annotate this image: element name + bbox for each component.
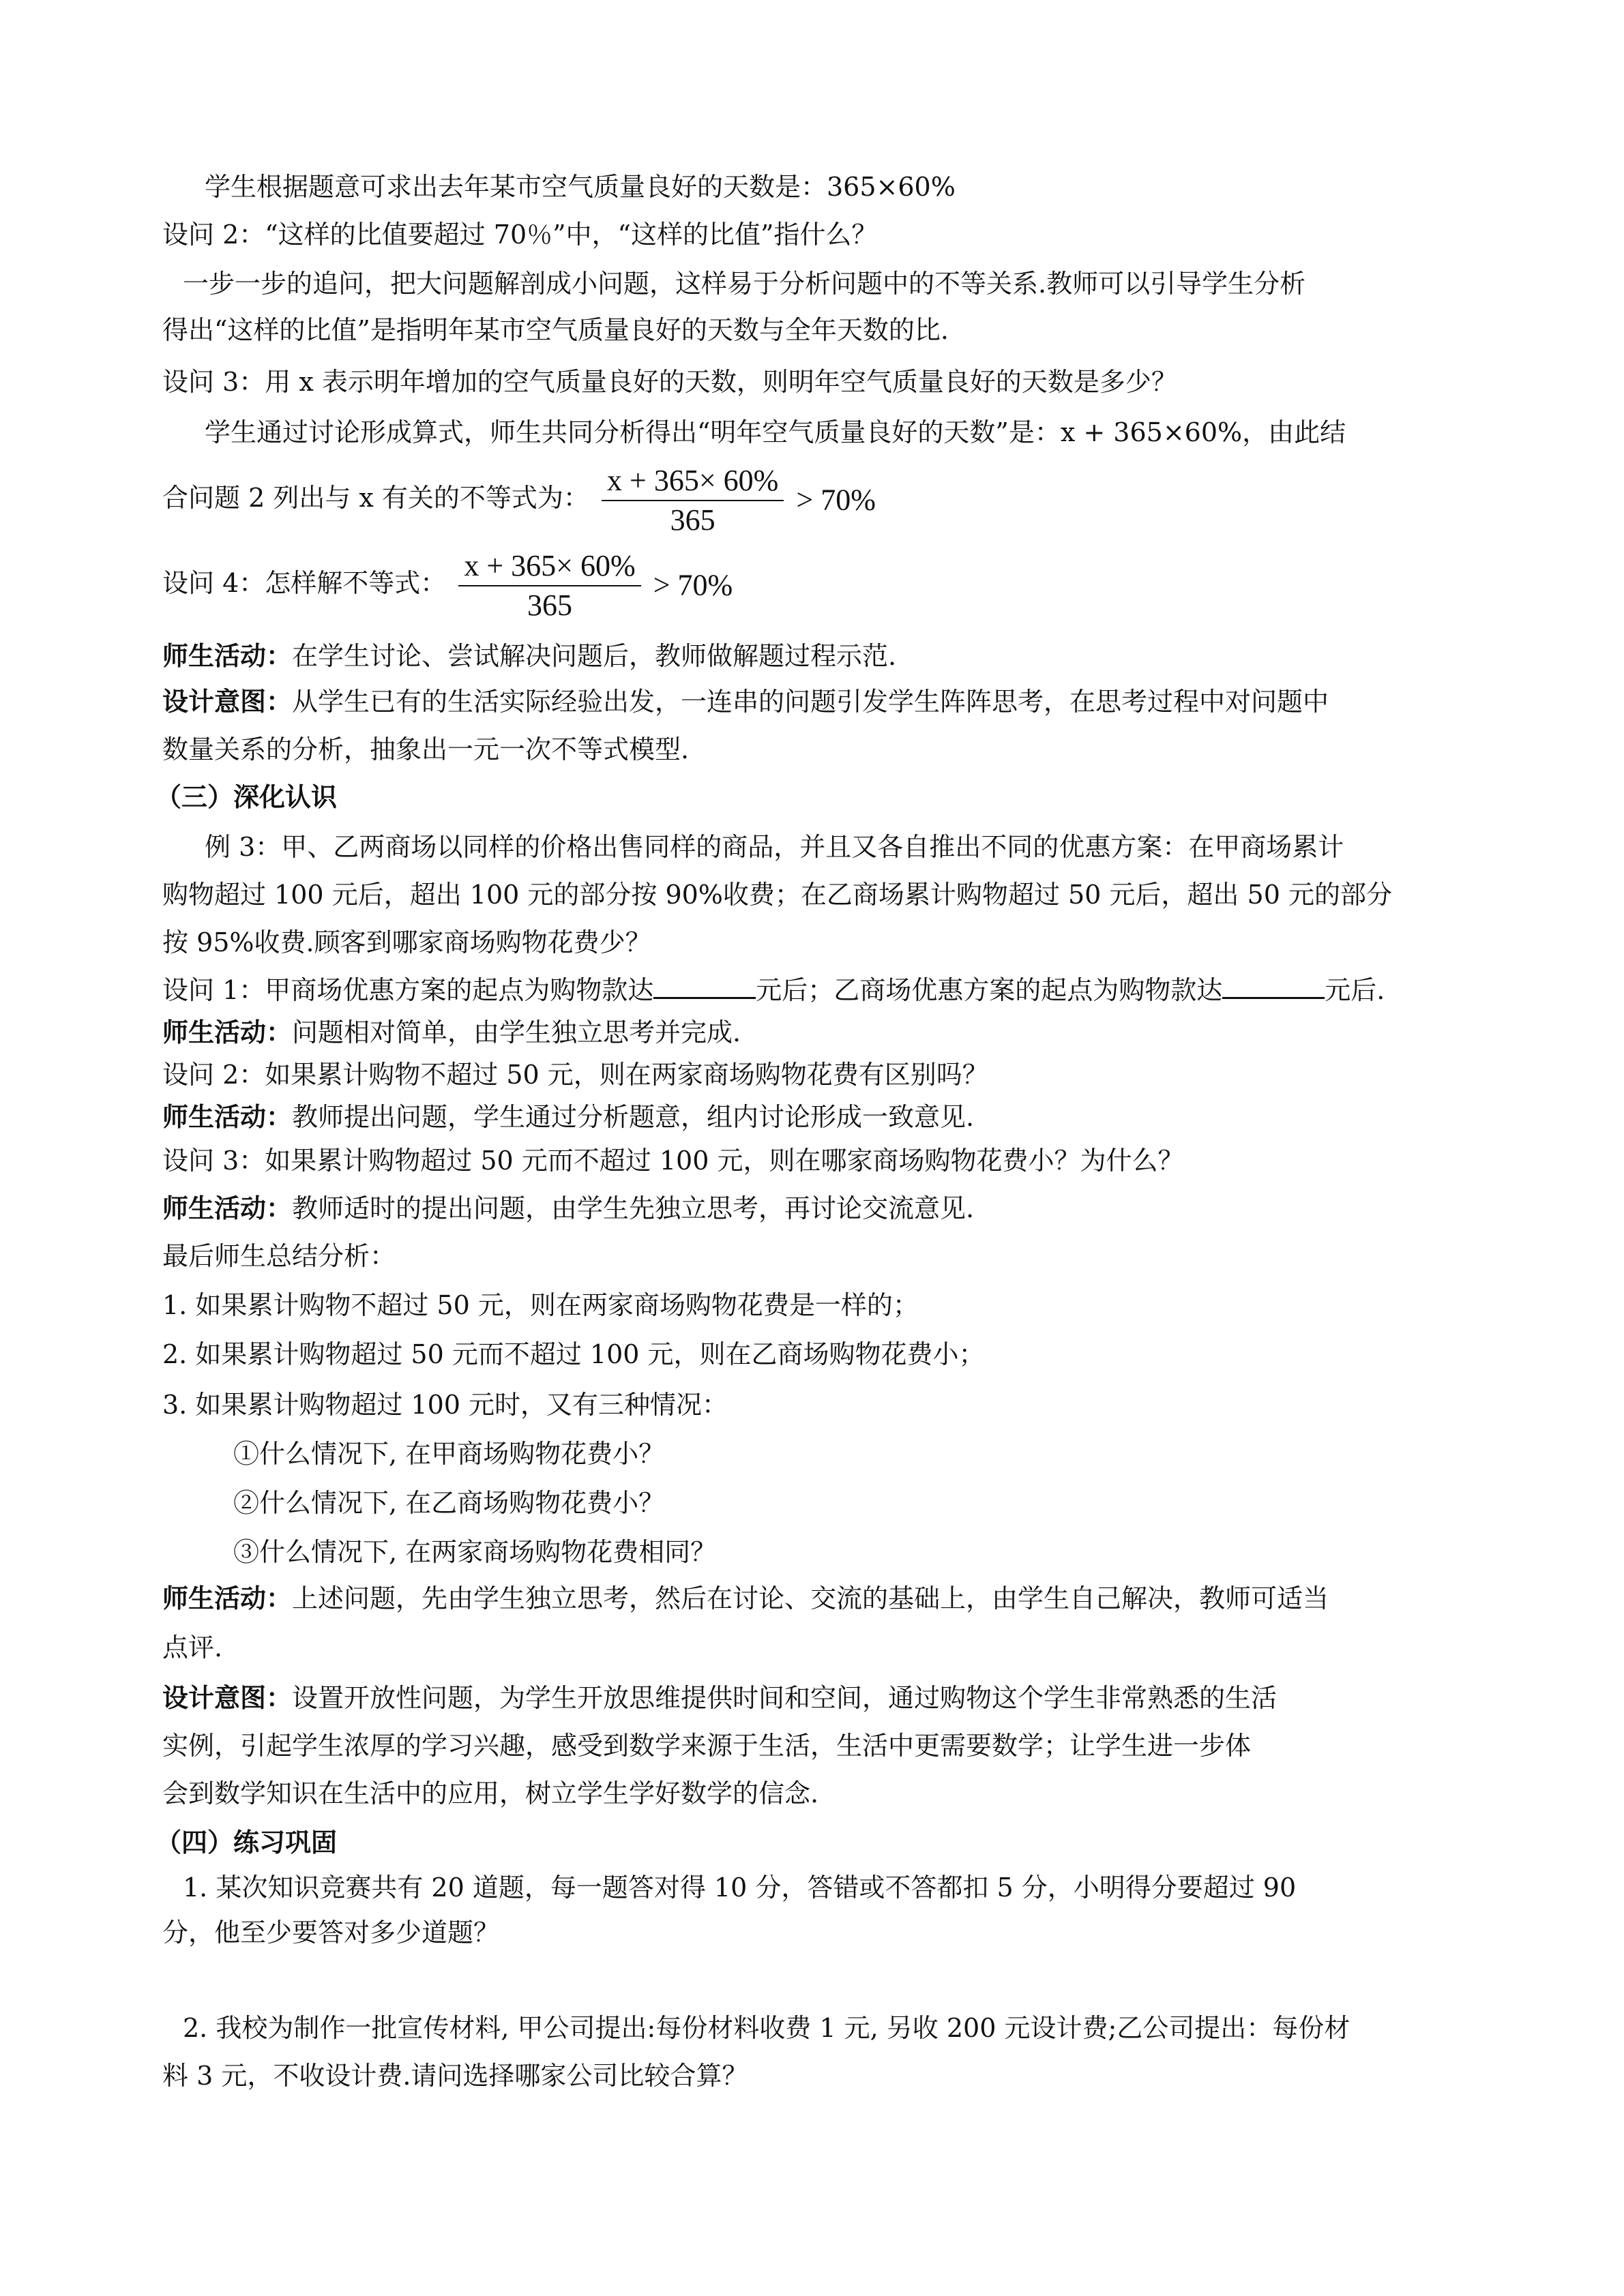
question-1 [162,974,1462,1007]
paragraph: 学生根据题意可求出去年某市空气质量良好的天数是：365×60% [205,172,956,202]
intent-text: 设置开放性问题，为学生开放思维提供时间和空间，通过购物这个学生非常熟悉的生活 [292,1683,1278,1713]
list-item: 1. 如果累计购物不超过 50 元，则在两家商场购物花费是一样的； [162,1290,919,1320]
inequality-intro: 合问题 2 列出与 x 有关的不等式为： [162,483,589,513]
intent-text: 从学生已有的生活实际经验出发，一连串的问题引发学生阵阵思考，在思考过程中对问题中 [292,687,1329,717]
exercise-item: 2. 我校为制作一批宣传材料, 甲公司提出:每份材料收费 1 元, 另收 200 元设计费;乙公司提出：每份材 [183,2013,1350,2043]
activity-text: 上述问题，先由学生独立思考，然后在讨论、交流的基础上，由学生自己解决，教师可适当 [292,1583,1329,1613]
question-2: 设问 2：“这样的比值要超过 70％”中，“这样的比值”指什么？ [162,220,878,250]
fraction-denominator: 365 [670,503,715,537]
section-heading: （三）深化认识 [156,781,338,812]
paragraph: 得出“这样的比值”是指明年某市空气质量良好的天数与全年天数的比. [162,315,949,345]
list-item: 2. 如果累计购物超过 50 元而不超过 100 元，则在乙商场购物花费小； [162,1339,985,1369]
intent-label: 设计意图： [162,1682,293,1713]
answer-blank[interactable] [1222,974,1325,999]
sub-list-item: ②什么情况下, 在乙商场购物花费小？ [233,1488,665,1518]
paragraph: 会到数学知识在生活中的应用，树立学生学好数学的信念. [162,1778,819,1808]
activity-label: 师生活动： [162,1101,293,1132]
question-4 [162,542,1462,624]
paragraph: 料 3 元，不收设计费.请问选择哪家公司比较合算？ [162,2061,748,2091]
list-item: 3. 如果累计购物超过 100 元时，又有三种情况： [162,1390,728,1420]
paragraph: 实例，引起学生浓厚的学习兴趣，感受到数学来源于生活，生活中更需要数学；让学生进一步体 [162,1731,1252,1761]
fraction-numerator: x + 365× 60% [458,547,640,586]
sub-list-item: ③什么情况下, 在两家商场购物花费相同？ [233,1537,717,1567]
paragraph: 例 3：甲、乙两商场以同样的价格出售同样的商品，并且又各自推出不同的优惠方案：在甲商场累计 [205,832,1344,862]
activity-label: 师生活动： [162,1583,293,1613]
activity-note [162,1016,1462,1049]
sub-list-item: ①什么情况下, 在甲商场购物花费小？ [233,1439,665,1469]
question-3: 设问 3：用 x 表示明年增加的空气质量良好的天数，则明年空气质量良好的天数是多少？ [162,367,1177,397]
question-2: 设问 2：如果累计购物不超过 50 元，则在两家商场购物花费有区别吗？ [162,1060,988,1090]
question-text: 元后；乙商场优惠方案的起点为购物款达 [756,975,1223,1005]
question-text: 元后. [1325,975,1385,1005]
paragraph: 最后师生总结分析： [162,1241,396,1271]
fraction [458,547,640,625]
paragraph: 点评. [162,1632,223,1663]
paragraph: 一步一步的追问，把大问题解剖成小问题，这样易于分析问题中的不等关系.教师可以引导学生分析 [183,269,1306,299]
activity-label: 师生活动： [162,1193,293,1223]
intent-label: 设计意图： [162,686,293,717]
paragraph: 数量关系的分析，抽象出一元一次不等式模型. [162,734,690,764]
fraction-denominator: 365 [527,588,572,622]
activity-note [162,640,1462,672]
design-intent [162,1682,1462,1714]
inequality-line [162,457,1462,539]
paragraph: 购物超过 100 元后，超出 100 元的部分按 90%收费；在乙商场累计购物超过 50 元后，超出 50 元的部分 [162,880,1392,910]
question-text: 设问 1：甲商场优惠方案的起点为购物款达 [162,975,654,1005]
activity-note [162,1582,1462,1615]
design-intent [162,685,1462,718]
exercise-item: 1. 某次知识竞赛共有 20 道题，每一题答对得 10 分，答错或不答都扣 5 分，小明得分要超过 90 [183,1873,1297,1903]
question-3: 设问 3：如果累计购物超过 50 元而不超过 100 元，则在哪家商场购物花费小？为什么？ [162,1146,1184,1176]
fraction-numerator: x + 365× 60% [602,462,784,501]
activity-label: 师生活动： [162,640,293,671]
activity-note [162,1101,1462,1133]
paragraph: 分，他至少要答对多少道题？ [162,1918,500,1948]
activity-text: 教师适时的提出问题，由学生先独立思考，再讨论交流意见. [292,1193,975,1223]
inequality-relation: > 70% [796,483,876,517]
activity-text: 问题相对简单，由学生独立思考并完成. [292,1017,741,1047]
paragraph: 学生通过讨论形成算式，师生共同分析得出“明年空气质量良好的天数”是：x + 365×60%，由此结 [205,417,1346,447]
answer-blank[interactable] [653,974,756,999]
inequality-relation: > 70% [653,568,733,602]
activity-text: 在学生讨论、尝试解决问题后，教师做解题过程示范. [292,641,897,671]
activity-note [162,1192,1462,1225]
activity-text: 教师提出问题，学生通过分析题意，组内讨论形成一致意见. [292,1102,975,1132]
section-heading: （四）练习巩固 [156,1827,338,1858]
activity-label: 师生活动： [162,1017,293,1047]
fraction [602,462,784,539]
question-4-text: 设问 4：怎样解不等式： [162,568,447,598]
paragraph: 按 95%收费.顾客到哪家商场购物花费少？ [162,927,651,957]
